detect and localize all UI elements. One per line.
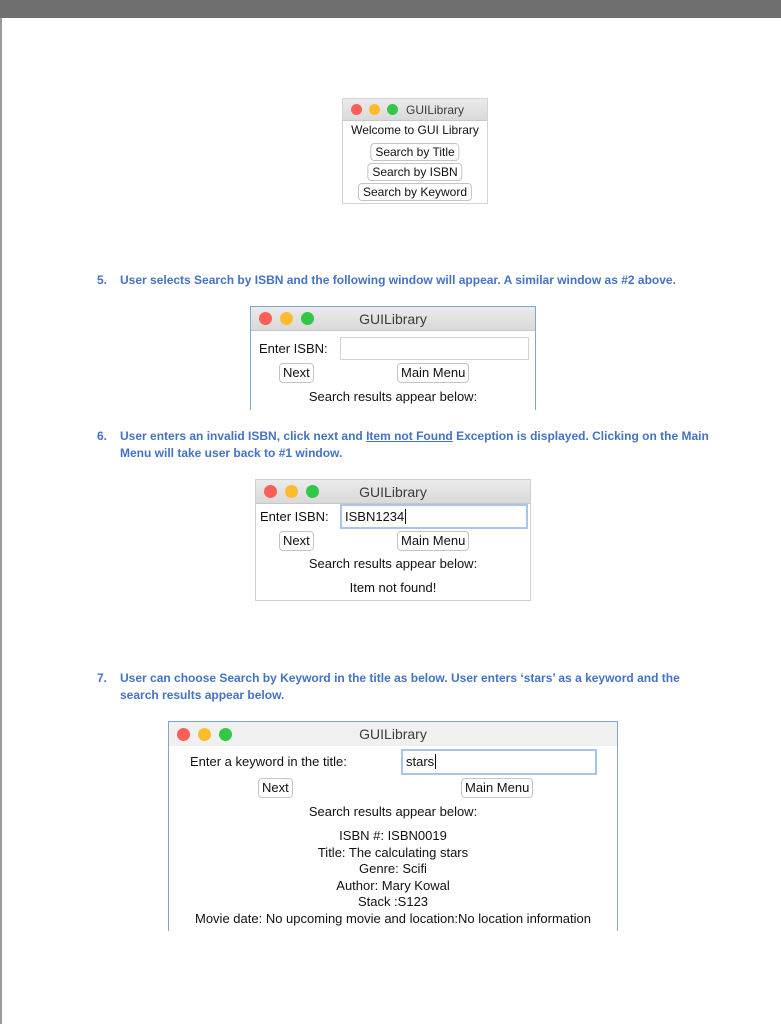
close-button-icon[interactable] xyxy=(177,728,190,741)
traffic-lights xyxy=(351,99,405,120)
results-heading: Search results appear below: xyxy=(308,556,478,571)
traffic-lights xyxy=(264,480,327,503)
step-number: 6. xyxy=(97,429,108,443)
page-left-border xyxy=(0,18,2,1024)
next-button[interactable]: Next xyxy=(279,363,314,383)
step-text: User selects Search by ISBN and the following window will appear. A similar window as #2 above. xyxy=(120,273,676,287)
minimize-button-icon[interactable] xyxy=(285,485,298,498)
step-number: 7. xyxy=(97,671,108,685)
isbn-input[interactable] xyxy=(340,337,529,360)
minimize-button-icon[interactable] xyxy=(369,104,380,115)
results-heading: Search results appear below: xyxy=(308,804,478,819)
step-6 xyxy=(97,428,737,462)
keyword-input[interactable] xyxy=(401,749,597,775)
main-menu-button[interactable]: Main Menu xyxy=(461,778,533,798)
step-7 xyxy=(97,670,737,704)
minimize-button-icon[interactable] xyxy=(280,312,293,325)
result-line: Title: The calculating stars xyxy=(317,845,469,860)
result-line: Author: Mary Kowal xyxy=(336,878,450,893)
search-by-keyword-button[interactable]: Search by Keyword xyxy=(358,183,472,201)
isbn-label: Enter ISBN: xyxy=(259,341,328,356)
result-message: Item not found! xyxy=(349,580,437,595)
welcome-label: Welcome to GUI Library xyxy=(351,123,479,137)
result-line: ISBN #: ISBN0019 xyxy=(339,828,447,843)
result-line: Stack :S123 xyxy=(357,894,429,909)
minimize-button-icon[interactable] xyxy=(198,728,211,741)
window-titlebar xyxy=(343,99,487,121)
next-button[interactable]: Next xyxy=(258,778,293,798)
window-titlebar xyxy=(256,480,530,504)
window-title: GUILibrary xyxy=(359,484,427,500)
window-title: GUILibrary xyxy=(359,726,427,742)
isbn-label: Enter ISBN: xyxy=(260,509,329,524)
step-text: User can choose Search by Keyword in the title as below. User enters ‘stars’ as a keyword and the xyxy=(120,671,680,685)
window-titlebar xyxy=(251,307,535,331)
main-menu-button[interactable]: Main Menu xyxy=(397,363,469,383)
zoom-button-icon[interactable] xyxy=(387,104,398,115)
close-button-icon[interactable] xyxy=(259,312,272,325)
item-not-found-link[interactable]: Item not Found xyxy=(366,429,453,443)
step-text-part: User enters an invalid ISBN, click next and xyxy=(120,429,367,443)
traffic-lights xyxy=(259,307,322,330)
results-heading: Search results appear below: xyxy=(308,389,478,404)
step-text-part: Exception is displayed. Clicking on the Main xyxy=(452,429,709,443)
zoom-button-icon[interactable] xyxy=(306,485,319,498)
main-menu-window xyxy=(342,98,488,204)
isbn-not-found-window xyxy=(255,479,531,601)
main-menu-button[interactable]: Main Menu xyxy=(397,531,469,551)
result-line: Movie date: No upcoming movie and location:No location information xyxy=(195,911,591,926)
isbn-input-value: ISBN1234 xyxy=(345,509,405,524)
zoom-button-icon[interactable] xyxy=(301,312,314,325)
step-number: 5. xyxy=(97,273,108,287)
step-text-line2: Menu will take user back to #1 window. xyxy=(120,446,343,460)
window-title: GUILibrary xyxy=(359,311,427,327)
keyword-label: Enter a keyword in the title: xyxy=(190,754,347,769)
close-button-icon[interactable] xyxy=(264,485,277,498)
text-cursor xyxy=(405,509,406,524)
search-by-isbn-button[interactable]: Search by ISBN xyxy=(367,163,462,181)
close-button-icon[interactable] xyxy=(351,104,362,115)
keyword-search-window xyxy=(168,721,618,931)
window-titlebar xyxy=(169,722,617,746)
search-by-title-button[interactable]: Search by Title xyxy=(370,143,459,161)
zoom-button-icon[interactable] xyxy=(219,728,232,741)
keyword-input-value: stars xyxy=(406,754,435,769)
result-line: Genre: Scifi xyxy=(359,861,427,876)
traffic-lights xyxy=(177,722,240,746)
step-text-line2: search results appear below. xyxy=(120,688,285,702)
step-text xyxy=(120,428,709,445)
window-title: GUILibrary xyxy=(405,103,464,117)
next-button[interactable]: Next xyxy=(279,531,314,551)
text-cursor xyxy=(435,754,436,769)
step-5 xyxy=(97,272,737,289)
isbn-search-window xyxy=(250,306,536,410)
page-top-bar xyxy=(0,0,781,18)
isbn-input[interactable] xyxy=(340,504,528,529)
